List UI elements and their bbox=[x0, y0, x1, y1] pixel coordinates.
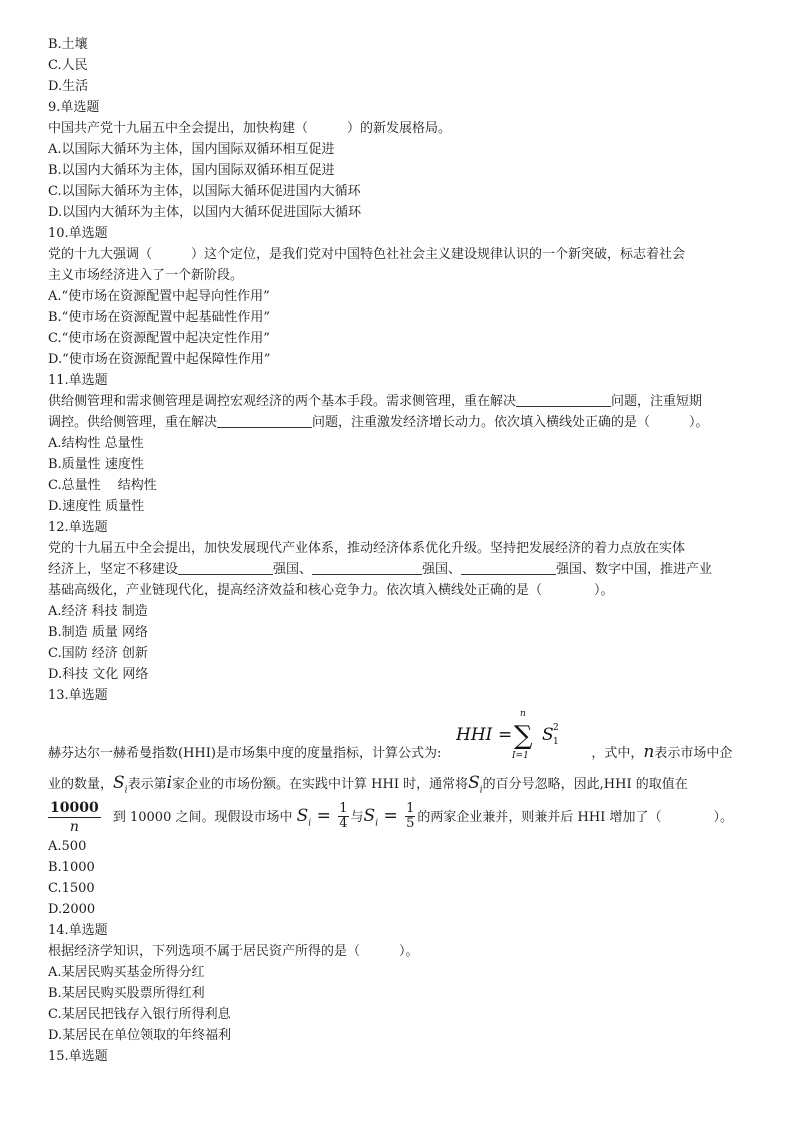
stem-text: 表示第 bbox=[127, 777, 167, 792]
option-b: B.“使市场在资源配置中起基础性作用” bbox=[48, 310, 270, 325]
question-heading: 11.单选题 bbox=[48, 373, 108, 388]
stem-text: 表示市场中企 bbox=[654, 746, 733, 761]
question-stem: 主义市场经济进入了一个新阶段。 bbox=[48, 268, 244, 283]
stem-text: 强国、数字中国，推进产业 bbox=[556, 562, 713, 577]
option-d: D.某居民在单位领取的年终福利 bbox=[48, 1028, 232, 1043]
stem-text: 业的数量， bbox=[48, 777, 114, 792]
option-b: B.土壤 bbox=[48, 37, 88, 52]
option-b: B.1000 bbox=[48, 860, 95, 875]
question-stem bbox=[48, 770, 760, 796]
fill-blank bbox=[312, 560, 422, 575]
option-b: B.制造 质量 网络 bbox=[48, 625, 148, 640]
question-heading: 15.单选题 bbox=[48, 1049, 108, 1064]
question-heading: 13.单选题 bbox=[48, 688, 108, 703]
option-c: C.人民 bbox=[48, 58, 88, 73]
question-heading: 10.单选题 bbox=[48, 226, 108, 241]
option-a: A.“使市场在资源配置中起导向性作用” bbox=[48, 289, 270, 304]
question-stem: 中国共产党十九届五中全会提出，加快构建（ ）的新发展格局。 bbox=[48, 121, 452, 136]
var-n: n bbox=[643, 742, 655, 762]
stem-text: 到 10000 之间。现假设市场中 bbox=[112, 810, 293, 825]
option-c: C.1500 bbox=[48, 881, 95, 896]
stem-text: 调控。供给侧管理，重在解决 bbox=[48, 415, 218, 430]
stem-text: 供给侧管理和需求侧管理是调控宏观经济的两个基本手段。需求侧管理，重在解决 bbox=[48, 394, 517, 409]
option-a: A.经济 科技 制造 bbox=[48, 604, 148, 619]
stem-text: 强国、 bbox=[273, 562, 313, 577]
option-d: D.2000 bbox=[48, 902, 96, 917]
question-stem bbox=[48, 559, 760, 580]
question-stem bbox=[48, 391, 760, 412]
var-si: $S_i$ bbox=[468, 773, 483, 796]
stem-text: 的百分号忽略，因此,HHI 的取值在 bbox=[482, 777, 688, 792]
equation-si-fifth: $S_i$ = $\frac{1}{5}$ bbox=[363, 801, 415, 831]
svg-text:1: 1 bbox=[553, 737, 559, 747]
option-a: A.500 bbox=[48, 839, 87, 854]
svg-text:S: S bbox=[542, 725, 554, 745]
option-c: C.总量性 结构性 bbox=[48, 478, 157, 493]
fill-blank bbox=[217, 413, 312, 428]
stem-text: 与 bbox=[350, 810, 364, 825]
option-d: D.科技 文化 网络 bbox=[48, 667, 149, 682]
question-stem: 党的十九大强调（ ）这个定位，是我们党对中国特色社社会主义建设规律认识的一个新突破，标志着社会 bbox=[48, 247, 686, 262]
svg-text:HHI: HHI bbox=[456, 725, 493, 745]
option-c: C.“使市场在资源配置中起决定性作用” bbox=[48, 331, 270, 346]
option-c: C.国防 经济 创新 bbox=[48, 646, 148, 661]
question-stem: 根据经济学知识，下列选项不属于居民资产所得的是（ ）。 bbox=[48, 944, 419, 959]
option-b: B.某居民购买股票所得红利 bbox=[48, 986, 205, 1001]
stem-text: ，式中， bbox=[591, 746, 644, 761]
option-c: C.某居民把钱存入银行所得利息 bbox=[48, 1007, 231, 1022]
question-stem bbox=[48, 796, 760, 836]
stem-text: 的两家企业兼并，则兼并后 HHI 增加了（ ）。 bbox=[417, 810, 733, 825]
fraction-10000-over-n: $\frac{10000}{n}$ bbox=[50, 800, 99, 835]
stem-text: 赫芬达尔一赫希曼指数(HHI)是市场集中度的度量指标，计算公式为: bbox=[48, 746, 442, 761]
question-heading: 9.单选题 bbox=[48, 100, 100, 115]
var-si: $S_i$ bbox=[113, 773, 128, 796]
stem-text: 强国、 bbox=[422, 562, 462, 577]
question-stem: 基础高级化，产业链现代化，提高经济效益和核心竞争力。依次填入横线处正确的是（ ）。 bbox=[48, 583, 614, 598]
fill-blank bbox=[516, 392, 611, 407]
question-stem bbox=[48, 742, 732, 764]
hhi-formula-row bbox=[48, 706, 760, 770]
stem-text: 问题，注重激发经济增长动力。依次填入横线处正确的是（ ）。 bbox=[312, 415, 709, 430]
svg-text:I=1: I=1 bbox=[512, 751, 529, 760]
option-b: B.质量性 速度性 bbox=[48, 457, 144, 472]
option-a: A.结构性 总量性 bbox=[48, 436, 144, 451]
fill-blank bbox=[461, 560, 556, 575]
svg-text:∑: ∑ bbox=[514, 721, 533, 751]
question-heading: 12.单选题 bbox=[48, 520, 108, 535]
stem-text: 问题，注重短期 bbox=[611, 394, 703, 409]
option-c: C.以国际大循环为主体，以国际大循环促进国内大循环 bbox=[48, 184, 361, 199]
stem-text: 家企业的市场份额。在实践中计算 HHI 时，通常将 bbox=[172, 777, 469, 792]
question-stem bbox=[48, 412, 760, 433]
question-stem: 党的十九届五中全会提出，加快发展现代产业体系，推动经济体系优化升级。坚持把发展经济的着力点放在实体 bbox=[48, 541, 686, 556]
option-a: A.以国际大循环为主体，国内国际双循环相互促进 bbox=[48, 142, 335, 157]
document-page bbox=[48, 34, 760, 1067]
question-heading: 14.单选题 bbox=[48, 923, 108, 938]
option-b: B.以国内大循环为主体，国内国际双循环相互促进 bbox=[48, 163, 335, 178]
option-d: D.速度性 质量性 bbox=[48, 499, 145, 514]
fill-blank bbox=[178, 560, 273, 575]
option-a: A.某居民购买基金所得分红 bbox=[48, 965, 205, 980]
var-i: i bbox=[166, 773, 173, 793]
stem-text: 经济上，坚定不移建设 bbox=[48, 562, 179, 577]
svg-text:=: = bbox=[498, 725, 513, 745]
option-d: D.“使市场在资源配置中起保障性作用” bbox=[48, 352, 271, 367]
svg-text:n: n bbox=[520, 709, 526, 719]
svg-text:2: 2 bbox=[553, 723, 559, 733]
option-d: D.生活 bbox=[48, 79, 89, 94]
option-d: D.以国内大循环为主体，以国内大循环促进国际大循环 bbox=[48, 205, 362, 220]
equation-si-quarter: $S_i$ = $\frac{1}{4}$ bbox=[296, 801, 348, 831]
